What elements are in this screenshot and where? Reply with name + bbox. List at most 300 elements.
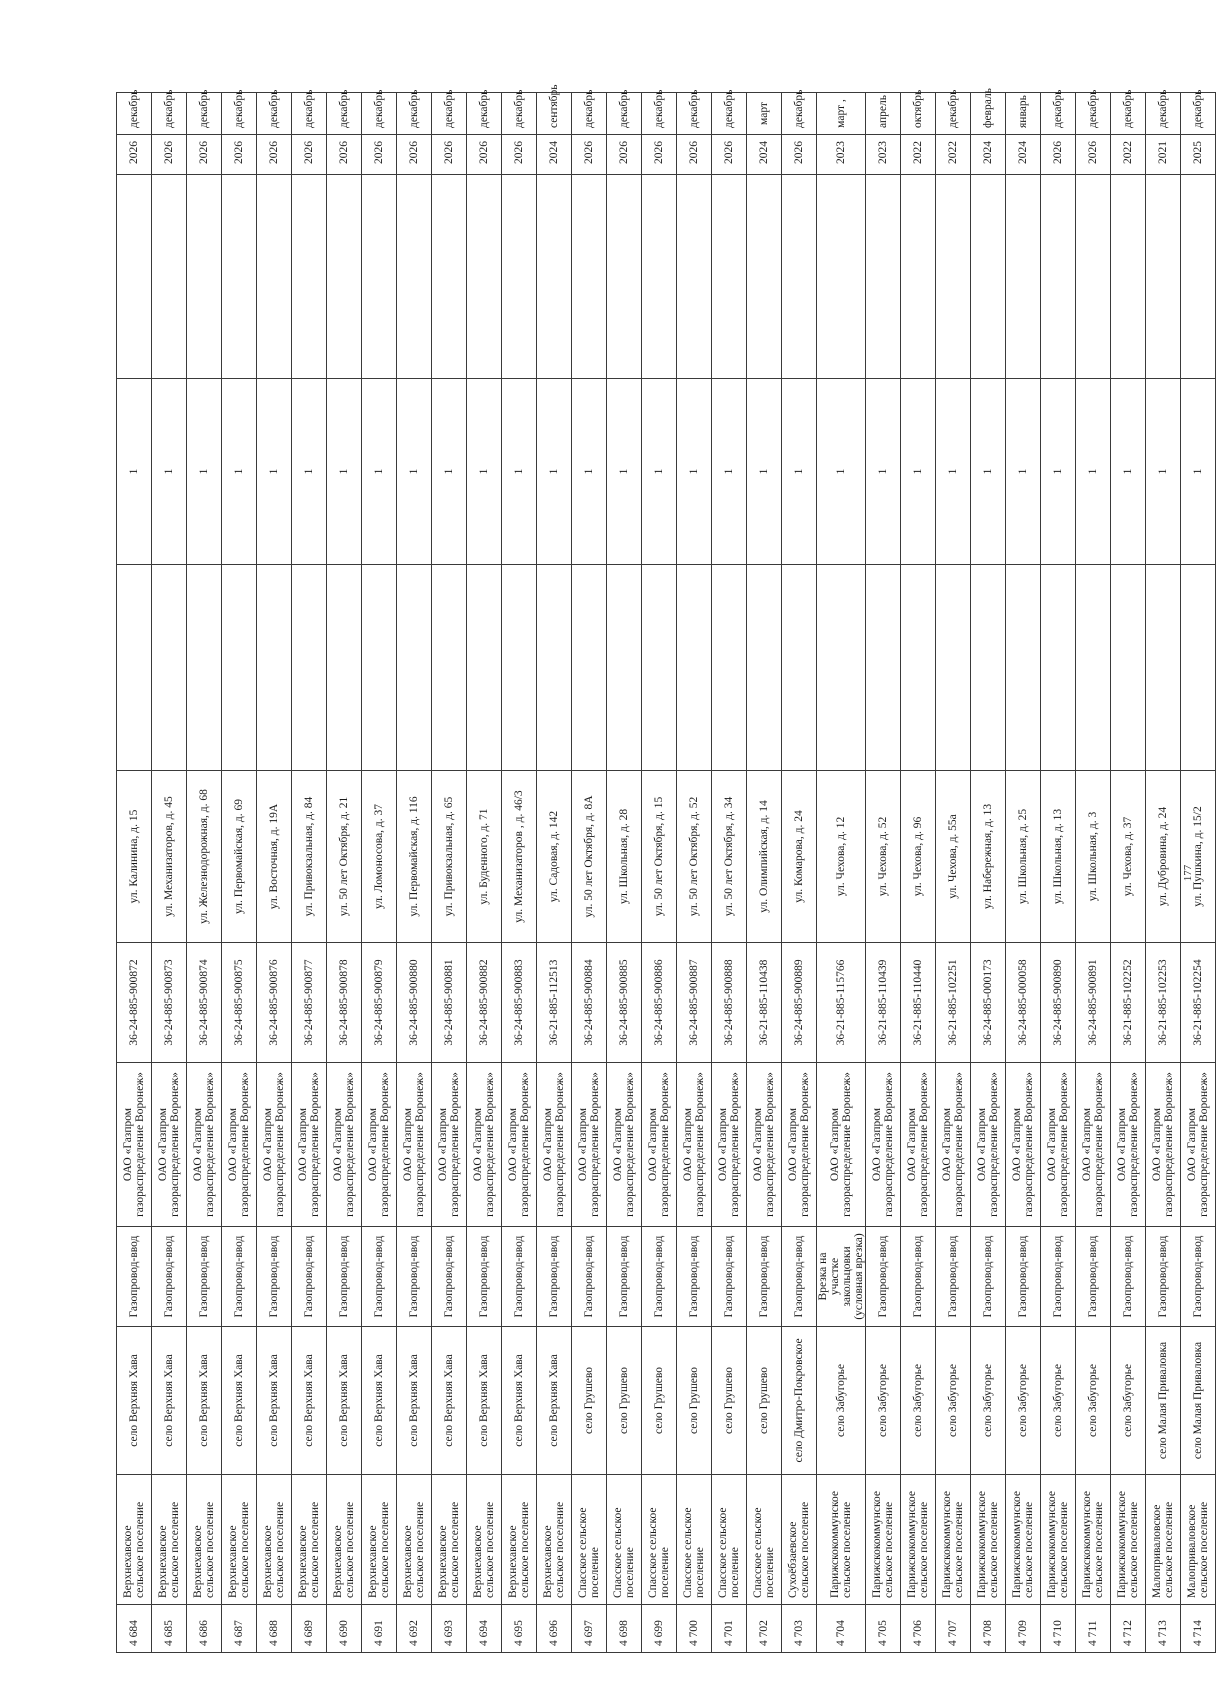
cell-month: декабрь	[152, 93, 187, 135]
cell-count: 1	[642, 379, 677, 565]
cell-cadastral-number: 36-24-885-900878	[327, 943, 362, 1063]
cell-settlement: Верхнехавское сельское поселение	[292, 1475, 327, 1605]
table-row	[1076, 93, 1111, 1653]
cell-empty	[677, 565, 712, 771]
table-row	[642, 93, 677, 1653]
table-row	[362, 93, 397, 1653]
cell-object-type: Газопровод-ввод	[187, 1227, 222, 1327]
cell-locality: село Верхняя Хава	[327, 1327, 362, 1475]
cell-object-type: Газопровод-ввод	[677, 1227, 712, 1327]
rotated-page	[116, 84, 1210, 1653]
cell-address: ул. Чехова, д. 37	[1111, 771, 1146, 943]
cell-empty	[971, 565, 1006, 771]
cell-year: 2026	[432, 135, 467, 175]
cell-cadastral-number: 36-24-885-900877	[292, 943, 327, 1063]
cell-settlement: Верхнехавское сельское поселение	[222, 1475, 257, 1605]
cell-object-type: Газопровод-ввод	[782, 1227, 817, 1327]
cell-object-type: Газопровод-ввод	[1006, 1227, 1041, 1327]
cell-number: 4 701	[712, 1605, 747, 1653]
table-row	[677, 93, 712, 1653]
cell-empty	[502, 175, 537, 379]
cell-owner: ОАО «Газпром газораспределение Воронеж»	[257, 1063, 292, 1227]
cell-address: ул. Первомайская, д. 69	[222, 771, 257, 943]
cell-empty	[397, 565, 432, 771]
cell-number: 4 686	[187, 1605, 222, 1653]
table-row	[1111, 93, 1146, 1653]
table-row	[572, 93, 607, 1653]
cell-month: декабрь	[936, 93, 971, 135]
cell-address: ул. 50 лет Октября, д. 15	[642, 771, 677, 943]
table-row	[117, 93, 152, 1653]
cell-object-type: Газопровод-ввод	[1181, 1227, 1216, 1327]
cell-count: 1	[1146, 379, 1181, 565]
cell-number: 4 696	[537, 1605, 572, 1653]
cell-month: декабрь	[1111, 93, 1146, 135]
cell-empty	[432, 565, 467, 771]
cell-empty	[327, 175, 362, 379]
cell-address: ул. Механизаторов, д. 45	[152, 771, 187, 943]
cell-empty	[537, 565, 572, 771]
cell-year: 2026	[782, 135, 817, 175]
cell-cadastral-number: 36-21-885-115766	[817, 943, 866, 1063]
cell-owner: ОАО «Газпром газораспределение Воронеж»	[971, 1063, 1006, 1227]
cell-month: декабрь	[432, 93, 467, 135]
cell-empty	[257, 565, 292, 771]
cell-empty	[607, 565, 642, 771]
cell-locality: село Забугорье	[817, 1327, 866, 1475]
cell-month: декабрь	[397, 93, 432, 135]
cell-address: ул. Пушкина, д. 15/2	[1181, 771, 1216, 943]
cell-object-type: Газопровод-ввод	[866, 1227, 901, 1327]
cell-number: 4 710	[1041, 1605, 1076, 1653]
cell-month: апрель	[866, 93, 901, 135]
cell-object-type: Газопровод-ввод	[537, 1227, 572, 1327]
cell-cadastral-number: 36-24-885-900884	[572, 943, 607, 1063]
cell-year: 2025	[1181, 135, 1216, 175]
cell-month: декабрь	[257, 93, 292, 135]
table-row	[467, 93, 502, 1653]
cell-cadastral-number: 36-24-885-900874	[187, 943, 222, 1063]
cell-settlement: Спасское сельское поселение	[642, 1475, 677, 1605]
cell-locality: село Верхняя Хава	[537, 1327, 572, 1475]
cell-object-type: Газопровод-ввод	[936, 1227, 971, 1327]
cell-cadastral-number: 36-21-885-110438	[747, 943, 782, 1063]
cell-address: ул. Восточная, д. 19А	[257, 771, 292, 943]
cell-settlement: Верхнехавское сельское поселение	[152, 1475, 187, 1605]
cell-count: 1	[607, 379, 642, 565]
cell-address: ул. Механизаторов , д. 46/3	[502, 771, 537, 943]
cell-year: 2026	[677, 135, 712, 175]
cell-number: 4 714	[1181, 1605, 1216, 1653]
cell-object-type: Газопровод-ввод	[362, 1227, 397, 1327]
cell-empty	[607, 175, 642, 379]
cell-month: февраль	[971, 93, 1006, 135]
cell-owner: ОАО «Газпром газораспределение Воронеж»	[1006, 1063, 1041, 1227]
table-row	[222, 93, 257, 1653]
table-row	[747, 93, 782, 1653]
cell-settlement: Парижскокоммунское сельское поселение	[971, 1475, 1006, 1605]
cell-locality: село Забугорье	[901, 1327, 936, 1475]
cell-owner: ОАО «Газпром газораспределение Воронеж»	[152, 1063, 187, 1227]
cell-address: ул. Набережная, д. 13	[971, 771, 1006, 943]
cell-address: ул. Привокзальная, д. 65	[432, 771, 467, 943]
cell-address: ул. Чехова, д. 52	[866, 771, 901, 943]
cell-cadastral-number: 36-21-885-112513	[537, 943, 572, 1063]
cell-cadastral-number: 36-24-885-900875	[222, 943, 257, 1063]
cell-year: 2024	[537, 135, 572, 175]
cell-number: 4 705	[866, 1605, 901, 1653]
cell-count: 1	[1041, 379, 1076, 565]
cell-empty	[936, 565, 971, 771]
cell-settlement: Верхнехавское сельское поселение	[257, 1475, 292, 1605]
cell-count: 1	[362, 379, 397, 565]
table-row	[187, 93, 222, 1653]
cell-object-type: Газопровод-ввод	[642, 1227, 677, 1327]
cell-count: 1	[901, 379, 936, 565]
cell-empty	[362, 175, 397, 379]
cell-number: 4 687	[222, 1605, 257, 1653]
cell-count: 1	[117, 379, 152, 565]
cell-owner: ОАО «Газпром газораспределение Воронеж»	[1181, 1063, 1216, 1227]
cell-month: декабрь	[1041, 93, 1076, 135]
table-row	[712, 93, 747, 1653]
cell-empty	[187, 565, 222, 771]
cell-year: 2026	[327, 135, 362, 175]
cell-object-type: Газопровод-ввод	[1041, 1227, 1076, 1327]
cell-owner: ОАО «Газпром газораспределение Воронеж»	[117, 1063, 152, 1227]
cell-count: 1	[222, 379, 257, 565]
cell-count: 1	[866, 379, 901, 565]
cell-locality: село Верхняя Хава	[502, 1327, 537, 1475]
cell-locality: село Грушево	[712, 1327, 747, 1475]
cell-month: декабрь	[1146, 93, 1181, 135]
cell-address: ул. 50 лет Октября, д. 21	[327, 771, 362, 943]
cell-owner: ОАО «Газпром газораспределение Воронеж»	[292, 1063, 327, 1227]
cell-empty	[642, 175, 677, 379]
cell-number: 4 706	[901, 1605, 936, 1653]
cell-locality: село Грушево	[677, 1327, 712, 1475]
cell-count: 1	[936, 379, 971, 565]
cell-owner: ОАО «Газпром газораспределение Воронеж»	[572, 1063, 607, 1227]
cell-empty	[1146, 565, 1181, 771]
cell-owner: ОАО «Газпром газораспределение Воронеж»	[432, 1063, 467, 1227]
cell-empty	[901, 175, 936, 379]
cell-month: декабрь	[677, 93, 712, 135]
table-row	[971, 93, 1006, 1653]
cell-address: ул. Чехова, д. 96	[901, 771, 936, 943]
cell-settlement: Спасское сельское поселение	[712, 1475, 747, 1605]
cell-count: 1	[1181, 379, 1216, 565]
cell-number: 4 712	[1111, 1605, 1146, 1653]
cell-year: 2024	[747, 135, 782, 175]
cell-locality: село Дмитро-Покровское	[782, 1327, 817, 1475]
cell-locality: село Верхняя Хава	[117, 1327, 152, 1475]
cell-cadastral-number: 36-24-885-900876	[257, 943, 292, 1063]
cell-object-type: Газопровод-ввод	[971, 1227, 1006, 1327]
cell-settlement: Верхнехавское сельское поселение	[187, 1475, 222, 1605]
cell-number: 4 708	[971, 1605, 1006, 1653]
cell-locality: село Грушево	[607, 1327, 642, 1475]
cell-owner: ОАО «Газпром газораспределение Воронеж»	[327, 1063, 362, 1227]
cell-number: 4 704	[817, 1605, 866, 1653]
cell-year: 2026	[712, 135, 747, 175]
cell-settlement: Верхнехавское сельское поселение	[502, 1475, 537, 1605]
cell-cadastral-number: 36-24-885-900890	[1041, 943, 1076, 1063]
cell-locality: село Верхняя Хава	[432, 1327, 467, 1475]
cell-locality: село Малая Приваловка	[1146, 1327, 1181, 1475]
cell-year: 2026	[572, 135, 607, 175]
cell-month: декабрь	[1076, 93, 1111, 135]
cell-year: 2026	[362, 135, 397, 175]
cell-owner: ОАО «Газпром газораспределение Воронеж»	[747, 1063, 782, 1227]
cell-cadastral-number: 36-24-885-000173	[971, 943, 1006, 1063]
cell-cadastral-number: 36-21-885-102251	[936, 943, 971, 1063]
cell-settlement: Парижскокоммунское сельское поселение	[1111, 1475, 1146, 1605]
cell-owner: ОАО «Газпром газораспределение Воронеж»	[467, 1063, 502, 1227]
cell-empty	[1076, 565, 1111, 771]
cell-cadastral-number: 36-24-885-000058	[1006, 943, 1041, 1063]
cell-owner: ОАО «Газпром газораспределение Воронеж»	[866, 1063, 901, 1227]
cell-number: 4 697	[572, 1605, 607, 1653]
cell-owner: ОАО «Газпром газораспределение Воронеж»	[187, 1063, 222, 1227]
cell-settlement: Спасское сельское поселение	[607, 1475, 642, 1605]
cell-year: 2023	[866, 135, 901, 175]
cell-address: ул. Олимпийская, д. 14	[747, 771, 782, 943]
cell-empty	[642, 565, 677, 771]
cell-owner: ОАО «Газпром газораспределение Воронеж»	[677, 1063, 712, 1227]
cell-year: 2024	[1006, 135, 1041, 175]
cell-year: 2026	[642, 135, 677, 175]
cell-year: 2026	[257, 135, 292, 175]
cell-month: декабрь	[187, 93, 222, 135]
cell-object-type: Врезка на участке закольцовки (условная врезка)	[817, 1227, 866, 1327]
cell-month: декабрь	[712, 93, 747, 135]
cell-address: ул. 50 лет Октября, д. 8А	[572, 771, 607, 943]
table-row	[817, 93, 866, 1653]
cell-address: ул. Школьная, д. 3	[1076, 771, 1111, 943]
cell-empty	[1111, 175, 1146, 379]
cell-cadastral-number: 36-24-885-900886	[642, 943, 677, 1063]
cell-year: 2021	[1146, 135, 1181, 175]
table-row	[537, 93, 572, 1653]
cell-empty	[572, 565, 607, 771]
cell-object-type: Газопровод-ввод	[1146, 1227, 1181, 1327]
cell-settlement: Малоприваловское сельское поселение	[1181, 1475, 1216, 1605]
cell-number: 4 703	[782, 1605, 817, 1653]
cell-month: декабрь	[362, 93, 397, 135]
cell-empty	[1041, 565, 1076, 771]
cell-empty	[1041, 175, 1076, 379]
cell-address: ул. Чехова, д. 55а	[936, 771, 971, 943]
cell-address: ул. Первомайская, д. 116	[397, 771, 432, 943]
cell-settlement: Верхнехавское сельское поселение	[432, 1475, 467, 1605]
cell-year: 2026	[1041, 135, 1076, 175]
cell-address: ул. Комарова, д. 24	[782, 771, 817, 943]
cell-count: 1	[257, 379, 292, 565]
cell-number: 4 691	[362, 1605, 397, 1653]
gas-connection-registry-table	[116, 84, 1216, 1653]
cell-empty	[1111, 565, 1146, 771]
cell-number: 4 702	[747, 1605, 782, 1653]
cell-address: ул. Ломоносова, д. 37	[362, 771, 397, 943]
table-row	[1041, 93, 1076, 1653]
cell-count: 1	[152, 379, 187, 565]
cell-address: ул. Железнодорожная, д. 68	[187, 771, 222, 943]
cell-year: 2026	[187, 135, 222, 175]
cell-address: ул. Привокзальная, д. 84	[292, 771, 327, 943]
cell-address: ул. Школьная, д. 13	[1041, 771, 1076, 943]
cell-year: 2026	[292, 135, 327, 175]
cell-month: декабрь	[572, 93, 607, 135]
cell-locality: село Забугорье	[1076, 1327, 1111, 1475]
cell-settlement: Верхнехавское сельское поселение	[467, 1475, 502, 1605]
table-row	[152, 93, 187, 1653]
cell-month: март ,	[817, 93, 866, 135]
cell-empty	[901, 565, 936, 771]
cell-year: 2026	[152, 135, 187, 175]
cell-address: ул. Школьная, д. 28	[607, 771, 642, 943]
cell-cadastral-number: 36-24-885-900883	[502, 943, 537, 1063]
cell-locality: село Грушево	[747, 1327, 782, 1475]
cell-owner: ОАО «Газпром газораспределение Воронеж»	[642, 1063, 677, 1227]
cell-object-type: Газопровод-ввод	[607, 1227, 642, 1327]
cell-owner: ОАО «Газпром газораспределение Воронеж»	[901, 1063, 936, 1227]
cell-count: 1	[467, 379, 502, 565]
cell-object-type: Газопровод-ввод	[712, 1227, 747, 1327]
cell-empty	[817, 565, 866, 771]
cell-empty	[747, 175, 782, 379]
cell-empty	[677, 175, 712, 379]
cell-object-type: Газопровод-ввод	[152, 1227, 187, 1327]
cell-cadastral-number: 36-24-885-900889	[782, 943, 817, 1063]
cell-locality: село Верхняя Хава	[397, 1327, 432, 1475]
cell-year: 2026	[467, 135, 502, 175]
cell-locality: село Верхняя Хава	[362, 1327, 397, 1475]
cell-count: 1	[572, 379, 607, 565]
cell-number: 4 688	[257, 1605, 292, 1653]
cell-empty	[782, 565, 817, 771]
cell-object-type: Газопровод-ввод	[1111, 1227, 1146, 1327]
cell-object-type: Газопровод-ввод	[222, 1227, 257, 1327]
cell-cadastral-number: 36-21-885-102253	[1146, 943, 1181, 1063]
cell-year: 2023	[817, 135, 866, 175]
cell-empty	[152, 565, 187, 771]
cell-year: 2022	[1111, 135, 1146, 175]
cell-year: 2026	[397, 135, 432, 175]
cell-settlement: Верхнехавское сельское поселение	[362, 1475, 397, 1605]
cell-owner: ОАО «Газпром газораспределение Воронеж»	[502, 1063, 537, 1227]
table-row	[432, 93, 467, 1653]
cell-number: 4 684	[117, 1605, 152, 1653]
cell-empty	[222, 565, 257, 771]
cell-owner: ОАО «Газпром газораспределение Воронеж»	[1041, 1063, 1076, 1227]
table-row	[257, 93, 292, 1653]
cell-locality: село Малая Приваловка	[1181, 1327, 1216, 1475]
cell-count: 1	[677, 379, 712, 565]
cell-locality: село Забугорье	[1041, 1327, 1076, 1475]
cell-settlement: Малоприваловское сельское поселение	[1146, 1475, 1181, 1605]
cell-count: 1	[502, 379, 537, 565]
cell-number: 4 689	[292, 1605, 327, 1653]
cell-number: 4 711	[1076, 1605, 1111, 1653]
cell-locality: село Верхняя Хава	[467, 1327, 502, 1475]
cell-object-type: Газопровод-ввод	[502, 1227, 537, 1327]
cell-cadastral-number: 36-24-885-900891	[1076, 943, 1111, 1063]
table-row	[782, 93, 817, 1653]
cell-cadastral-number: 36-24-885-900872	[117, 943, 152, 1063]
cell-month: декабрь	[222, 93, 257, 135]
cell-cadastral-number: 36-21-885-110439	[866, 943, 901, 1063]
cell-number: 4 692	[397, 1605, 432, 1653]
cell-empty	[117, 175, 152, 379]
cell-number: 4 693	[432, 1605, 467, 1653]
cell-count: 1	[971, 379, 1006, 565]
cell-year: 2026	[607, 135, 642, 175]
cell-month: декабрь	[327, 93, 362, 135]
cell-number: 4 707	[936, 1605, 971, 1653]
cell-month: декабрь	[782, 93, 817, 135]
cell-locality: село Верхняя Хава	[152, 1327, 187, 1475]
table-row	[936, 93, 971, 1653]
table-row	[607, 93, 642, 1653]
cell-month: январь	[1006, 93, 1041, 135]
cell-owner: ОАО «Газпром газораспределение Воронеж»	[1076, 1063, 1111, 1227]
cell-empty	[502, 565, 537, 771]
cell-empty	[1006, 565, 1041, 771]
cell-month: декабрь	[502, 93, 537, 135]
cell-empty	[432, 175, 467, 379]
cell-owner: ОАО «Газпром газораспределение Воронеж»	[712, 1063, 747, 1227]
cell-empty	[971, 175, 1006, 379]
cell-number: 4 685	[152, 1605, 187, 1653]
cell-month: сентябрь	[537, 93, 572, 135]
cell-settlement: Парижскокоммунское сельское поселение	[901, 1475, 936, 1605]
cell-settlement: Сухоёбзаевское сельское поселение	[782, 1475, 817, 1605]
cell-settlement: Парижскокоммунское сельское поселение	[817, 1475, 866, 1605]
cell-locality: село Забугорье	[936, 1327, 971, 1475]
cell-year: 2022	[901, 135, 936, 175]
cell-empty	[397, 175, 432, 379]
cell-settlement: Парижскокоммунское сельское поселение	[1041, 1475, 1076, 1605]
cell-address: ул. Дубровина, д. 24	[1146, 771, 1181, 943]
cell-year: 2026	[222, 135, 257, 175]
cell-address: ул. Буденного, д. 71	[467, 771, 502, 943]
cell-owner: ОАО «Газпром газораспределение Воронеж»	[537, 1063, 572, 1227]
cell-empty	[1006, 175, 1041, 379]
cell-settlement: Спасское сельское поселение	[572, 1475, 607, 1605]
cell-count: 1	[1006, 379, 1041, 565]
cell-address: ул. 50 лет Октября, д. 34	[712, 771, 747, 943]
cell-count: 1	[397, 379, 432, 565]
cell-number: 4 699	[642, 1605, 677, 1653]
cell-owner: ОАО «Газпром газораспределение Воронеж»	[1111, 1063, 1146, 1227]
cell-year: 2026	[1076, 135, 1111, 175]
cell-empty	[712, 565, 747, 771]
cell-cadastral-number: 36-24-885-900882	[467, 943, 502, 1063]
cell-number: 4 695	[502, 1605, 537, 1653]
cell-locality: село Забугорье	[971, 1327, 1006, 1475]
cell-number: 4 709	[1006, 1605, 1041, 1653]
cell-count: 1	[187, 379, 222, 565]
cell-year: 2026	[117, 135, 152, 175]
cell-year: 2026	[502, 135, 537, 175]
cell-object-type: Газопровод-ввод	[292, 1227, 327, 1327]
cell-object-type: Газопровод-ввод	[901, 1227, 936, 1327]
cell-month: декабрь	[117, 93, 152, 135]
cell-cadastral-number: 36-21-885-102252	[1111, 943, 1146, 1063]
cell-settlement: Верхнехавское сельское поселение	[537, 1475, 572, 1605]
cell-number: 4 694	[467, 1605, 502, 1653]
